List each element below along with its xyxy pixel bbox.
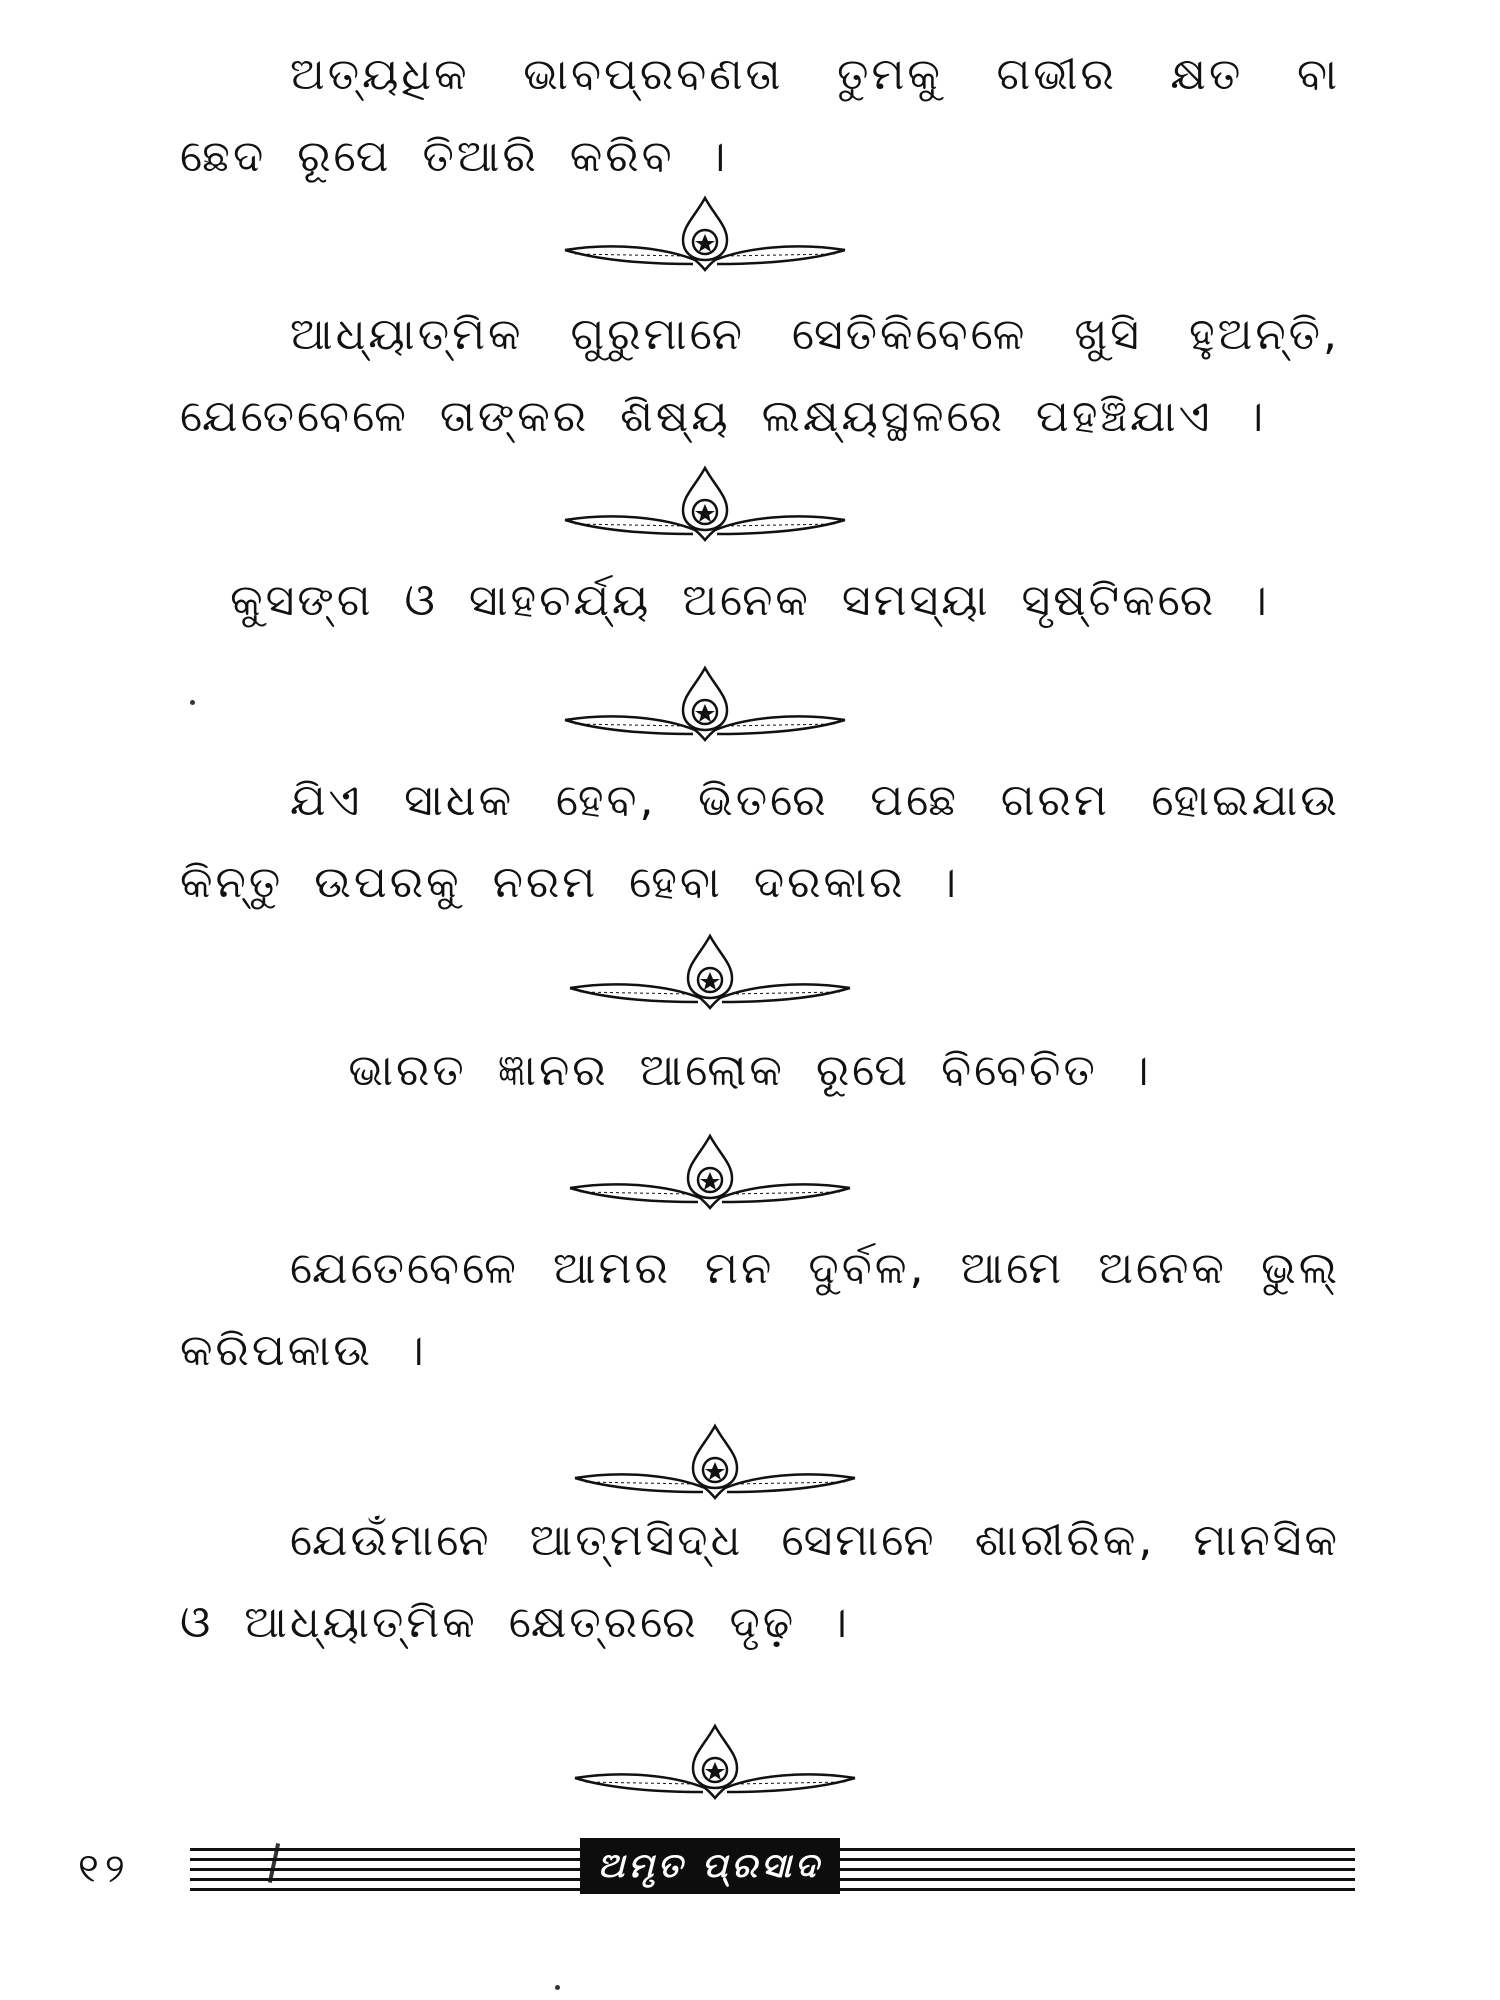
quote-paragraph-1: ଅତ୍ୟଧିକ ଭାବପ୍ରବଣତା ତୁମକୁ ଗଭୀର କ୍ଷତ ବା ଛେଦ ରୂପେ ତିଆରି କରିବ । [180, 49, 1340, 182]
quote-paragraph-7: ଯେଉଁମାନେ ଆତ୍ମସିଦ୍ଧ ସେମାନେ ଶାରୀରିକ, ମାନସିକ ଓ ଆଧ୍ୟାତ୍ମିକ କ୍ଷେତ୍ରରେ ଦୃଢ଼ । [180, 1515, 1340, 1648]
winged-flame-emblem-icon [560, 1128, 860, 1218]
quote-paragraph-3: କୁସଙ୍ଗ ଓ ସାହଚର୍ଯ୍ୟ ଅନେକ ସମସ୍ୟା ସୃଷ୍ଟିକରେ । [230, 575, 1270, 626]
ornament-divider-2 [555, 460, 855, 550]
page-footer [0, 1820, 1500, 1940]
page-number: ୧୨ [78, 1846, 131, 1892]
book-title: ଅମୃତ ପ୍ରସାଦ [597, 1846, 823, 1886]
ornament-divider-3 [555, 660, 855, 750]
print-speck [555, 1985, 560, 1990]
winged-flame-emblem-icon [565, 1718, 865, 1808]
ornament-divider-1 [555, 190, 855, 280]
quote-paragraph-4: ଯିଏ ସାଧକ ହେବ, ଭିତରେ ପଛେ ଗରମ ହୋଇଯାଉ କିନ୍ତୁ ଉପରକୁ ନରମ ହେବା ଦରକାର । [180, 775, 1340, 908]
print-speck [190, 700, 195, 705]
ornament-divider-5 [560, 1128, 860, 1218]
winged-flame-emblem-icon [560, 928, 860, 1018]
ornament-divider-6 [565, 1418, 865, 1508]
ornament-divider-7 [565, 1718, 865, 1808]
quote-paragraph-2: ଆଧ୍ୟାତ୍ମିକ ଗୁରୁମାନେ ସେତିକିବେଳେ ଖୁସି ହୁଅନ୍ତି, ଯେତେବେଳେ ତାଙ୍କର ଶିଷ୍ୟ ଲକ୍ଷ୍ୟସ୍ଥଳରେ ପହଞ୍ଚିଯାଏ । [180, 309, 1340, 442]
quote-paragraph-6: ଯେତେବେଳେ ଆମର ମନ ଦୁର୍ବଳ, ଆମେ ଅନେକ ଭୁଲ୍ କରିପକାଉ । [180, 1243, 1340, 1376]
winged-flame-emblem-icon [565, 1418, 865, 1508]
book-title-banner [580, 1838, 840, 1894]
winged-flame-emblem-icon [555, 460, 855, 550]
ornament-divider-4 [560, 928, 860, 1018]
quote-paragraph-5: ଭାରତ ଜ୍ଞାନର ଆଲୋକ ରୂପେ ବିବେଚିତ । [348, 1045, 1152, 1096]
winged-flame-emblem-icon [555, 660, 855, 750]
winged-flame-emblem-icon [555, 190, 855, 280]
